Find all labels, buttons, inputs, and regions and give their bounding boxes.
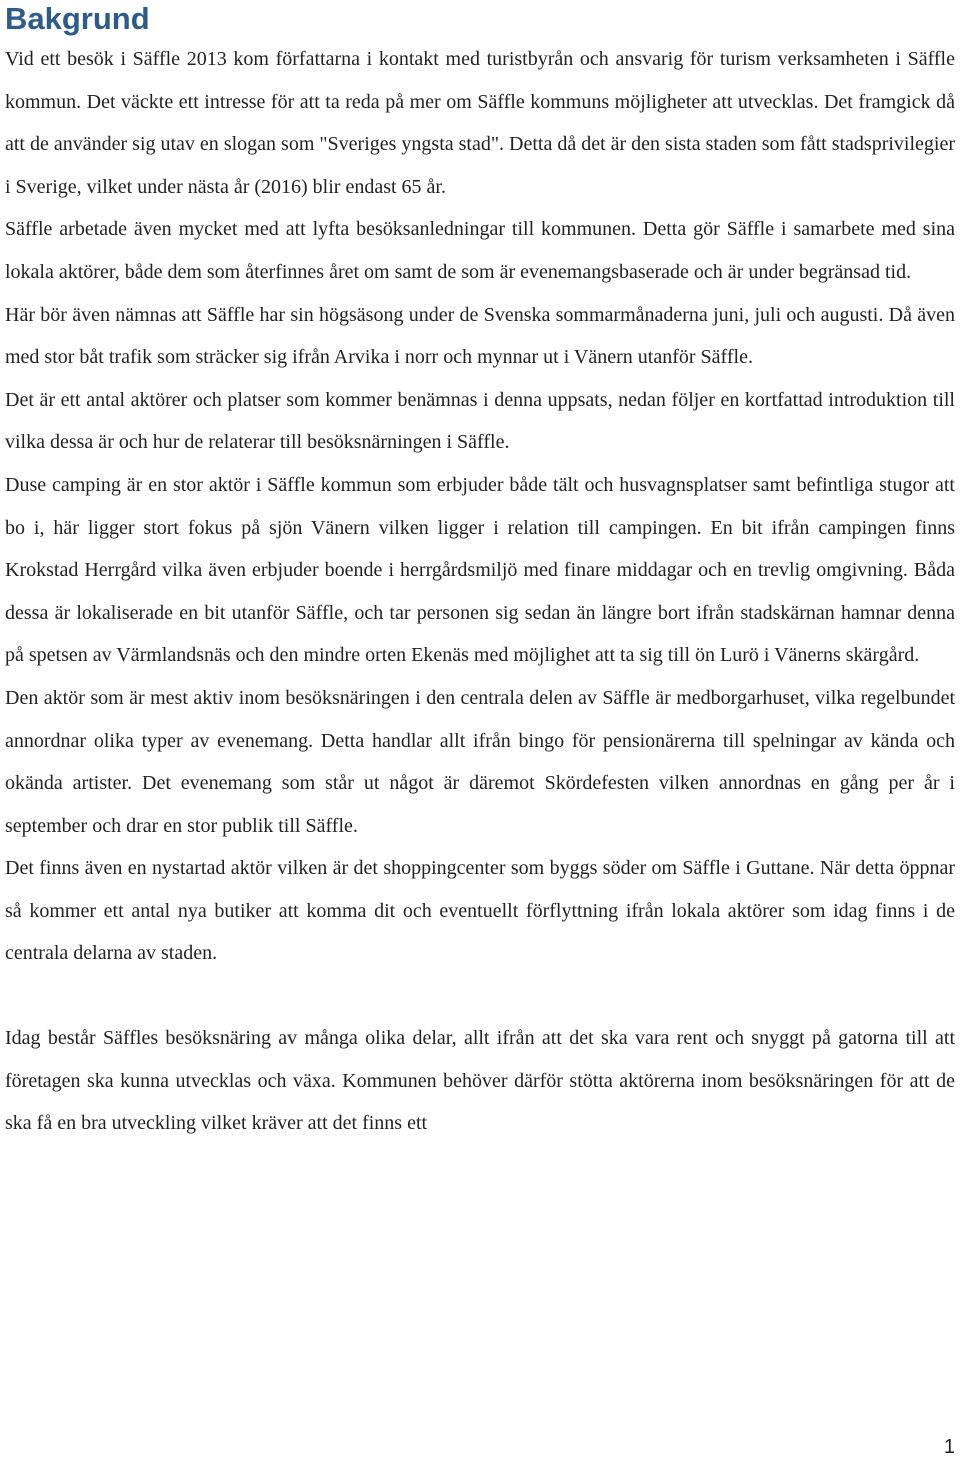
paragraph-camping: Duse camping är en stor aktör i Säffle kommun som erbjuder både tält och husvagnsplatser samt befintliga stugor att bo i, här ligger stort fokus på sjön Vänern vilken ligger i relation till campingen. En bit ifrån campingen finns Krokstad Herrgård vilka även erbjuder boende i herrgårdsmiljö med finare middagar och en trevlig omgivning. Båda dessa är lokaliserade en bit utanför Säffle, och tar personen sig sedan än längre bort ifrån stadskärnan hamnar denna på spetsen av Värmlandsnäs och den mindre orten Ekenäs med möjlighet att ta sig till ön Lurö i Vänerns skärgård. [5,473,955,667]
paragraph-visitor-industry: Idag består Säffles besöksnäring av många olika delar, allt ifrån att det ska vara rent och snyggt på gatorna till att företagen ska kunna utvecklas och växa. Kommunen behöver därför stötta aktörerna inom besöksnäringen för att de ska få en bra utveckling vilket kräver att det finns ett [5,1027,955,1135]
section-heading: Bakgrund [5,1,150,36]
paragraph-visit-reasons: Säffle arbetade även mycket med att lyfta besöksanledningar till kommunen. Detta gör Säffle i samarbete med sina lokala aktörer, både dem som återfinnes året om samt de som är evenemangsbaserade och är under begränsad tid. [5,218,955,283]
paragraph-shopping-center: Det finns även en nystartad aktör vilken är det shoppingcenter som byggs söder om Säffle i Guttane. När detta öppnar så kommer ett antal nya butiker att komma dit och eventuellt förflyttning ifrån lokala aktörer som idag finns i de centrala delarna av staden. [5,857,955,965]
page-number: 1 [943,1436,955,1458]
paragraph-high-season: Här bör även nämnas att Säffle har sin högsäsong under de Svenska sommarmånaderna juni, juli och augusti. Då även med stor båt trafik som sträcker sig ifrån Arvika i norr och mynnar ut i Vänern utanför Säffle. [5,303,955,369]
paragraph-actors-intro: Det är ett antal aktörer och platser som kommer benämnas i denna uppsats, nedan följer en kortfattad introduktion till vilka dessa är och hur de relaterar till besöksnärningen i Säffle. [5,388,955,454]
paragraph-community-house: Den aktör som är mest aktiv inom besöksnäringen i den centrala delen av Säffle är medborgarhuset, vilka regelbundet annordnar olika typer av evenemang. Detta handlar allt ifrån bingo för pensionärerna till spelningar av kända och okända artister. Det evenemang som står ut något är däremot Skördefesten vilken annordnas en gång per år i september och drar en stor publik till Säffle. [5,686,955,837]
paragraph-background-intro: Vid ett besök i Säffle 2013 kom författarna i kontakt med turistbyrån och ansvarig för turism verksamheten i Säffle kommun. Det väckte ett intresse för att ta reda på mer om Säffle kommuns möjligheter att utvecklas. Det framgick då att de använder sig utav en slogan som "Sveriges yngsta stad". Detta då det är den sista staden som fått stadsprivilegier i Sverige, vilket under nästa år (2016) blir endast 65 år. [5,48,955,198]
paragraph-spacer [5,975,955,1017]
